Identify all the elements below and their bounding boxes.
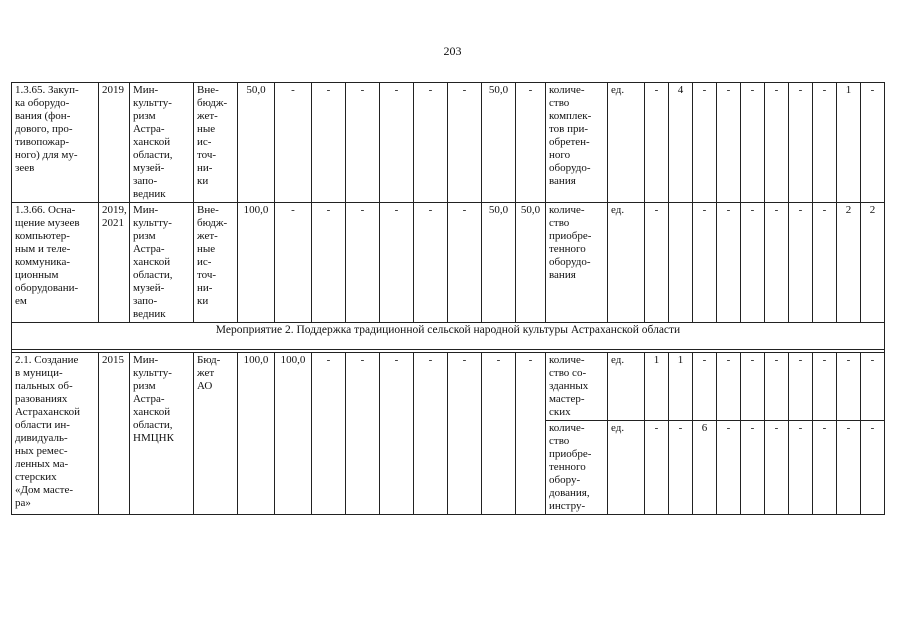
- year-value: -: [346, 353, 380, 515]
- measure-name: 1.3.66. Осна- щение музеев компьютер- ным и теле- коммуника- ционным оборудовани- ем: [12, 203, 99, 323]
- indicator-value: [669, 203, 693, 323]
- indicator-value: -: [837, 421, 861, 515]
- indicator-name: количе- ство приобре- тенного обору- дования, инстру-: [546, 421, 608, 515]
- indicator-value: -: [645, 203, 669, 323]
- year-value: -: [380, 203, 414, 323]
- year-value: 50,0: [516, 203, 546, 323]
- year-value: -: [414, 203, 448, 323]
- indicator-value: -: [789, 83, 813, 203]
- indicator-value: -: [861, 421, 885, 515]
- section-title: Мероприятие 2. Поддержка традиционной сельской народной культуры Астраханской области: [12, 323, 885, 350]
- measure-total: 50,0: [238, 83, 275, 203]
- year-value: -: [380, 83, 414, 203]
- indicator-value: -: [861, 353, 885, 421]
- indicator-value: -: [693, 203, 717, 323]
- indicator-value: -: [861, 83, 885, 203]
- indicator-value: 1: [669, 353, 693, 421]
- measure-source: Вне- бюдж- жет- ные ис- точ- ни- ки: [194, 83, 238, 203]
- measure-executor: Мин- культту- ризм Астра- ханской области, музей- запо- ведник: [130, 203, 194, 323]
- indicator-value: 2: [837, 203, 861, 323]
- indicator-unit: ед.: [608, 203, 645, 323]
- section-row: [12, 323, 885, 350]
- measure-source: Бюд- жет АО: [194, 353, 238, 515]
- year-value: -: [448, 353, 482, 515]
- indicator-value: -: [813, 353, 837, 421]
- measure-source: Вне- бюдж- жет- ные ис- точ- ни- ки: [194, 203, 238, 323]
- indicator-value: 1: [645, 353, 669, 421]
- year-value: -: [275, 203, 312, 323]
- indicator-value: -: [813, 83, 837, 203]
- indicator-value: -: [693, 83, 717, 203]
- indicator-value: -: [645, 83, 669, 203]
- indicator-value: -: [717, 421, 741, 515]
- year-value: -: [312, 83, 346, 203]
- year-value: -: [312, 353, 346, 515]
- year-value: 50,0: [482, 83, 516, 203]
- year-value: -: [380, 353, 414, 515]
- indicator-unit: ед.: [608, 421, 645, 515]
- year-value: -: [346, 83, 380, 203]
- page-number: 203: [443, 44, 462, 58]
- indicator-value: -: [741, 421, 765, 515]
- indicator-value: -: [765, 83, 789, 203]
- year-value: -: [516, 353, 546, 515]
- indicator-unit: ед.: [608, 83, 645, 203]
- measure-years: 2019: [99, 83, 130, 203]
- measure-total: 100,0: [238, 203, 275, 323]
- indicator-value: -: [837, 353, 861, 421]
- year-value: -: [516, 83, 546, 203]
- year-value: -: [275, 83, 312, 203]
- indicator-value: -: [741, 203, 765, 323]
- indicator-value: -: [789, 203, 813, 323]
- year-value: 100,0: [275, 353, 312, 515]
- indicator-value: -: [765, 203, 789, 323]
- indicator-value: -: [741, 353, 765, 421]
- program-table: [11, 82, 885, 515]
- indicator-value: 1: [837, 83, 861, 203]
- indicator-value: -: [813, 421, 837, 515]
- measure-years: 2015: [99, 353, 130, 515]
- indicator-name: количе- ство со- зданных мастер- ских: [546, 353, 608, 421]
- measure-executor: Мин- культту- ризм Астра- ханской области, музей- запо- ведник: [130, 83, 194, 203]
- indicator-unit: ед.: [608, 353, 645, 421]
- indicator-name: количе- ство приобре- тенного оборудо- вания: [546, 203, 608, 323]
- indicator-value: -: [645, 421, 669, 515]
- indicator-value: 6: [693, 421, 717, 515]
- indicator-value: -: [717, 83, 741, 203]
- indicator-value: 4: [669, 83, 693, 203]
- measure-name: 2.1. Создание в муници- пальных об- разованиях Астраханской области ин- дивидуаль- ных ремес- ленных ма- стерских «Дом масте- ра»: [12, 353, 99, 515]
- indicator-value: -: [789, 421, 813, 515]
- indicator-value: -: [717, 353, 741, 421]
- indicator-value: -: [813, 203, 837, 323]
- indicator-name: количе- ство комплек- тов при- обретен- ного оборудо- вания: [546, 83, 608, 203]
- indicator-value: 2: [861, 203, 885, 323]
- year-value: 50,0: [482, 203, 516, 323]
- year-value: -: [482, 353, 516, 515]
- indicator-value: -: [765, 353, 789, 421]
- indicator-value: -: [765, 421, 789, 515]
- indicator-value: -: [717, 203, 741, 323]
- indicator-value: -: [669, 421, 693, 515]
- measure-executor: Мин- культту- ризм Астра- ханской области, НМЦНК: [130, 353, 194, 515]
- year-value: -: [312, 203, 346, 323]
- table-row: [12, 353, 885, 421]
- measure-name: 1.3.65. Закуп- ка оборудо- вания (фон- дового, про- тивопожар- ного) для му- зеев: [12, 83, 99, 203]
- measure-years: 2019, 2021: [99, 203, 130, 323]
- indicator-value: -: [741, 83, 765, 203]
- year-value: -: [346, 203, 380, 323]
- year-value: -: [448, 83, 482, 203]
- indicator-value: -: [693, 353, 717, 421]
- measure-total: 100,0: [238, 353, 275, 515]
- year-value: -: [414, 353, 448, 515]
- table-row: [12, 203, 885, 323]
- year-value: -: [448, 203, 482, 323]
- table-row: [12, 83, 885, 203]
- year-value: -: [414, 83, 448, 203]
- indicator-value: -: [789, 353, 813, 421]
